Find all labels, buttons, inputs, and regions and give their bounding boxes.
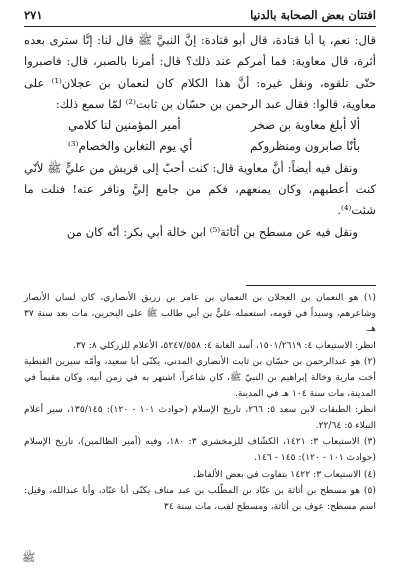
- footnote-5: (٥) هو مسطح بن أثاثة بن عبّاد بن المطّلب بن عبد مناف يكنّى أبا عبّاد، وأبا عبدالله، وقيل: اسم مسطح: عوف بن أثاثة، ومسطح لقب، مات سنة ٣٤: [24, 485, 376, 512]
- paragraph-2: ونقل فيه أيضاً: أنَّ معاوية قال: كنت أحبّ إلى قريش من عليٍّ ﷺ لأنّي كنت أعطيهم، وكان يمنعهم، فكم من جامع إليَّ ونافر عنه! فنلت ما شئت⁽⁴⁾.: [24, 160, 376, 218]
- page-number: ٢٧١: [24, 8, 43, 22]
- footnote-2: (٢) هو عبدالرحمن بن حسّان بن ثابت الأنصاري المدني، يكنّى أبا سعيد، وأمّه سيرين القبطية أخت مارية وخالة إبراهيم بن النبيّ ﷺ، كان شاعراً، اشتهر به في زمن أبيه، وكان مقيماً في المدينة، مات سنة ١٠٤ هـ في المدينة.: [24, 356, 376, 399]
- footnote-2-sources: انظر: الطبقات لابن سعد ٥: ٢٦٦، تاريخ الإسلام (حوادث ١٠١ - ١٢٠): ١٣٥/١٤٥، سير أعلام النبلاء ٥: ٢٢/٦٤.: [24, 404, 376, 431]
- paragraph-1: قال: نعم، يا أبا قتادة، قال أبو قتادة: إنَّ النبيَّ ﷺ قال لنا: إنَّا سترى بعده أثرة، قال معاوية: فما أمركم عند ذلك؟ قال: أمرنا بالصبر، قال: فاصبروا حتّى تلقوه، ونقل غيره: أنَّ هذا الكلام كان لنعمان بن عجلان⁽¹⁾ على معاوية، قالوا: فقال عبد الرحمن بن حسّان بن ثابت⁽²⁾ لمّا سمع ذلك:: [24, 33, 376, 111]
- footnote-1-sources: انظر: الاستيعاب ٤: ١٥٠١/٢٦١٩، أسد الغابة ٤: ٥٢٤٧/٥٥٨، الأعلام للزركلي ٨: ٣٧.: [73, 339, 376, 351]
- main-text: [24, 30, 376, 243]
- verse-1-second-hemistich: أمير المؤمنين لنا كلامي: [68, 118, 181, 133]
- chapter-title: افتتان بعض الصحابة بالدنيا: [250, 8, 376, 22]
- verse-2-second-hemistich: أي يوم التغابن والخصام⁽³⁾: [68, 139, 193, 154]
- verse-line-2: [24, 136, 376, 157]
- verse-1-first-hemistich: ألا أبلغ معاوية بن صخر: [250, 118, 360, 133]
- handwritten-mark: ﷺ: [22, 551, 36, 564]
- footnote-1: (١) هو النعمان بن العجلان بن النعمان بن عامر بن زريق الأنصاري، كان لسان الأنصار وشاعرهم، وسيداً في قومه، استعمله عليٌّ بن أبي طالب ﷺ على البحرين، مات بعد سنة ٣٧ هـ.: [24, 292, 376, 335]
- verse-2-first-hemistich: بأنّا صابرون ومنظروكم: [250, 139, 360, 154]
- running-header: [24, 6, 376, 26]
- paragraph-3: ونقل فيه عن مسطح بن أثاثة⁽⁵⁾ ابن خالة أبي بكر: أنّه كان من: [66, 224, 358, 239]
- footnote-3: (٣) الاستيعاب ٣: ١٤٢١، الكشّاف للزمخشري ٣: ١٨٠، وفيه (أمير الظالمين)، تاريخ الإسلام (حوادث ١٠١ - ١٢٠): ١٤٥ - ١٤٦.: [24, 436, 376, 463]
- verse-line-1: [24, 115, 376, 136]
- footnote-separator: [246, 285, 376, 286]
- header-rule: [24, 26, 376, 27]
- footnote-4: (٤) الاستيعاب ٣: ١٤٢٢ بتفاوت في بعض الألفاظ.: [193, 468, 376, 480]
- footnotes: [24, 290, 376, 515]
